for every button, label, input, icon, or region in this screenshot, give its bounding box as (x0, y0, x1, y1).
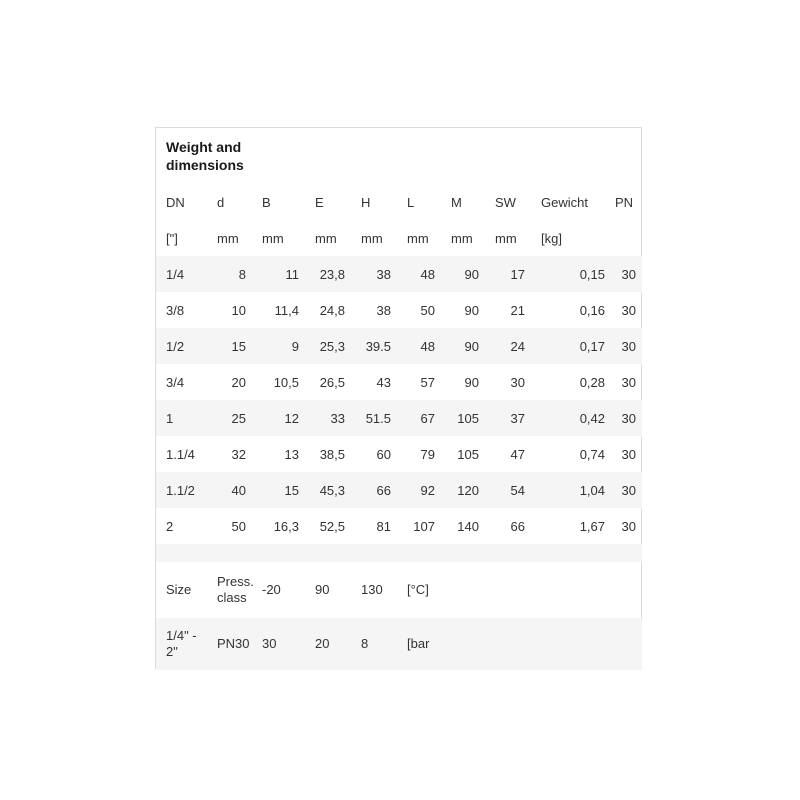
table-cell: 90 (441, 256, 485, 292)
table-cell: 47 (510, 446, 525, 462)
pressure-header-cell: 90 (315, 582, 330, 597)
table-row (156, 472, 642, 508)
pressure-row (156, 618, 642, 670)
table-cell: 24,8 (319, 302, 345, 318)
table-cell: 45,3 (305, 472, 351, 508)
table-cell: 79 (420, 446, 435, 462)
table-cell: 37 (485, 400, 531, 436)
table-cell: 1,67 (579, 518, 605, 534)
unit-cell: mm (361, 230, 383, 246)
table-cell: 25 (207, 400, 252, 436)
table-cell: 48 (397, 256, 441, 292)
pressure-cell: [bar (397, 618, 441, 670)
table-cell: 8 (207, 256, 252, 292)
table-cell: 30 (611, 472, 642, 508)
table-cell: 40 (207, 472, 252, 508)
table-cell: 1.1/2 (156, 472, 207, 508)
header-cell: L (407, 194, 415, 210)
table-cell: 30 (611, 400, 642, 436)
table-cell: 16,3 (273, 518, 299, 534)
dimensions-table (156, 184, 642, 670)
table-row (156, 256, 642, 292)
header-cell: d (217, 194, 225, 210)
table-cell: 0,42 (531, 400, 611, 436)
table-cell: 17 (485, 256, 531, 292)
table-cell: 38 (376, 302, 391, 318)
unit-cell: ["] (166, 230, 178, 246)
table-cell: 0,74 (579, 446, 605, 462)
table-cell: 0,16 (579, 302, 605, 318)
table-row (156, 364, 642, 400)
table-cell: 30 (611, 256, 642, 292)
table-cell: 66 (510, 518, 525, 534)
table-row (156, 328, 642, 364)
table-cell: 1/4 (156, 256, 207, 292)
table-cell: 50 (231, 518, 246, 534)
table-cell: 60 (376, 446, 391, 462)
table-cell: 92 (397, 472, 441, 508)
table-cell: 67 (397, 400, 441, 436)
unit-cell: mm (217, 230, 239, 246)
units-row (156, 220, 642, 256)
pressure-header-cell: Press. class (217, 574, 254, 605)
weight-dimensions-panel (155, 127, 642, 669)
table-title: Weight and dimensions (166, 139, 244, 173)
pressure-cell: 20 (305, 618, 351, 670)
unit-cell: mm (407, 230, 429, 246)
unit-cell: mm (315, 230, 337, 246)
table-cell: 81 (376, 518, 391, 534)
table-cell: 140 (457, 518, 479, 534)
pressure-header-cell: [°C] (407, 582, 429, 597)
unit-cell: [kg] (541, 230, 562, 246)
pressure-header-cell: Size (166, 582, 192, 597)
table-cell: 24 (485, 328, 531, 364)
table-cell: 54 (485, 472, 531, 508)
table-cell: 105 (457, 446, 479, 462)
table-cell: 30 (621, 374, 636, 390)
header-cell: SW (495, 194, 516, 210)
unit-cell: mm (262, 230, 284, 246)
table-cell: 0,17 (531, 328, 611, 364)
table-row (156, 400, 642, 436)
table-cell: 32 (231, 446, 246, 462)
table-cell: 3/4 (166, 374, 185, 390)
pressure-header-row (156, 562, 642, 618)
table-cell: 9 (252, 328, 305, 364)
table-cell: 25,3 (305, 328, 351, 364)
unit-cell (611, 220, 642, 256)
pressure-cell: 8 (351, 618, 397, 670)
table-cell: 66 (351, 472, 397, 508)
table-cell: 90 (464, 302, 479, 318)
table-cell: 10 (231, 302, 246, 318)
table-cell: 90 (464, 374, 479, 390)
header-row (156, 184, 642, 220)
header-cell: M (451, 194, 462, 210)
table-cell: 1 (156, 400, 207, 436)
table-cell: 1.1/4 (166, 446, 195, 462)
spacer-row (156, 544, 642, 562)
table-cell: 105 (441, 400, 485, 436)
table-cell: 51.5 (351, 400, 397, 436)
table-cell: 1,04 (531, 472, 611, 508)
table-row (156, 292, 642, 328)
table-cell: 30 (621, 446, 636, 462)
unit-cell: mm (451, 230, 473, 246)
table-row (156, 508, 642, 544)
table-cell: 107 (413, 518, 435, 534)
table-cell: 11 (252, 256, 305, 292)
table-cell: 33 (305, 400, 351, 436)
table-cell: 43 (376, 374, 391, 390)
unit-cell: mm (495, 230, 517, 246)
table-cell: 50 (420, 302, 435, 318)
table-cell: 30 (621, 302, 636, 318)
header-cell: PN (615, 194, 634, 210)
table-cell: 38,5 (319, 446, 345, 462)
table-cell: 12 (252, 400, 305, 436)
table-cell: 48 (397, 328, 441, 364)
table-cell: 23,8 (305, 256, 351, 292)
table-cell: 15 (252, 472, 305, 508)
table-cell: 90 (441, 328, 485, 364)
table-cell: 0,28 (579, 374, 605, 390)
table-cell: 0,15 (531, 256, 611, 292)
pressure-header-cell: -20 (262, 582, 281, 597)
table-cell: 57 (420, 374, 435, 390)
table-cell: 30 (611, 328, 642, 364)
table-cell: 30 (621, 518, 636, 534)
table-cell: 52,5 (319, 518, 345, 534)
table-cell: 3/8 (166, 302, 185, 318)
pressure-cell: 1/4" - 2" (156, 618, 207, 670)
table-cell: 20 (231, 374, 246, 390)
table-cell: 11,4 (274, 302, 299, 318)
pressure-cell: 30 (252, 618, 305, 670)
table-cell: 15 (207, 328, 252, 364)
header-cell: Gewicht (541, 194, 588, 210)
table-cell: 21 (510, 302, 525, 318)
pressure-cell: PN30 (207, 618, 252, 670)
table-cell: 38 (351, 256, 397, 292)
table-row (156, 436, 642, 472)
table-cell: 13 (284, 446, 299, 462)
table-cell: 1/2 (156, 328, 207, 364)
table-cell: 30 (510, 374, 525, 390)
header-cell: B (262, 194, 271, 210)
table-cell: 39.5 (351, 328, 397, 364)
header-cell: H (361, 194, 371, 210)
table-cell: 10,5 (273, 374, 299, 390)
table-cell: 120 (441, 472, 485, 508)
header-cell: E (315, 194, 324, 210)
table-cell: 2 (166, 518, 174, 534)
header-cell: DN (166, 194, 185, 210)
pressure-header-cell: 130 (361, 582, 383, 597)
table-cell: 26,5 (319, 374, 345, 390)
